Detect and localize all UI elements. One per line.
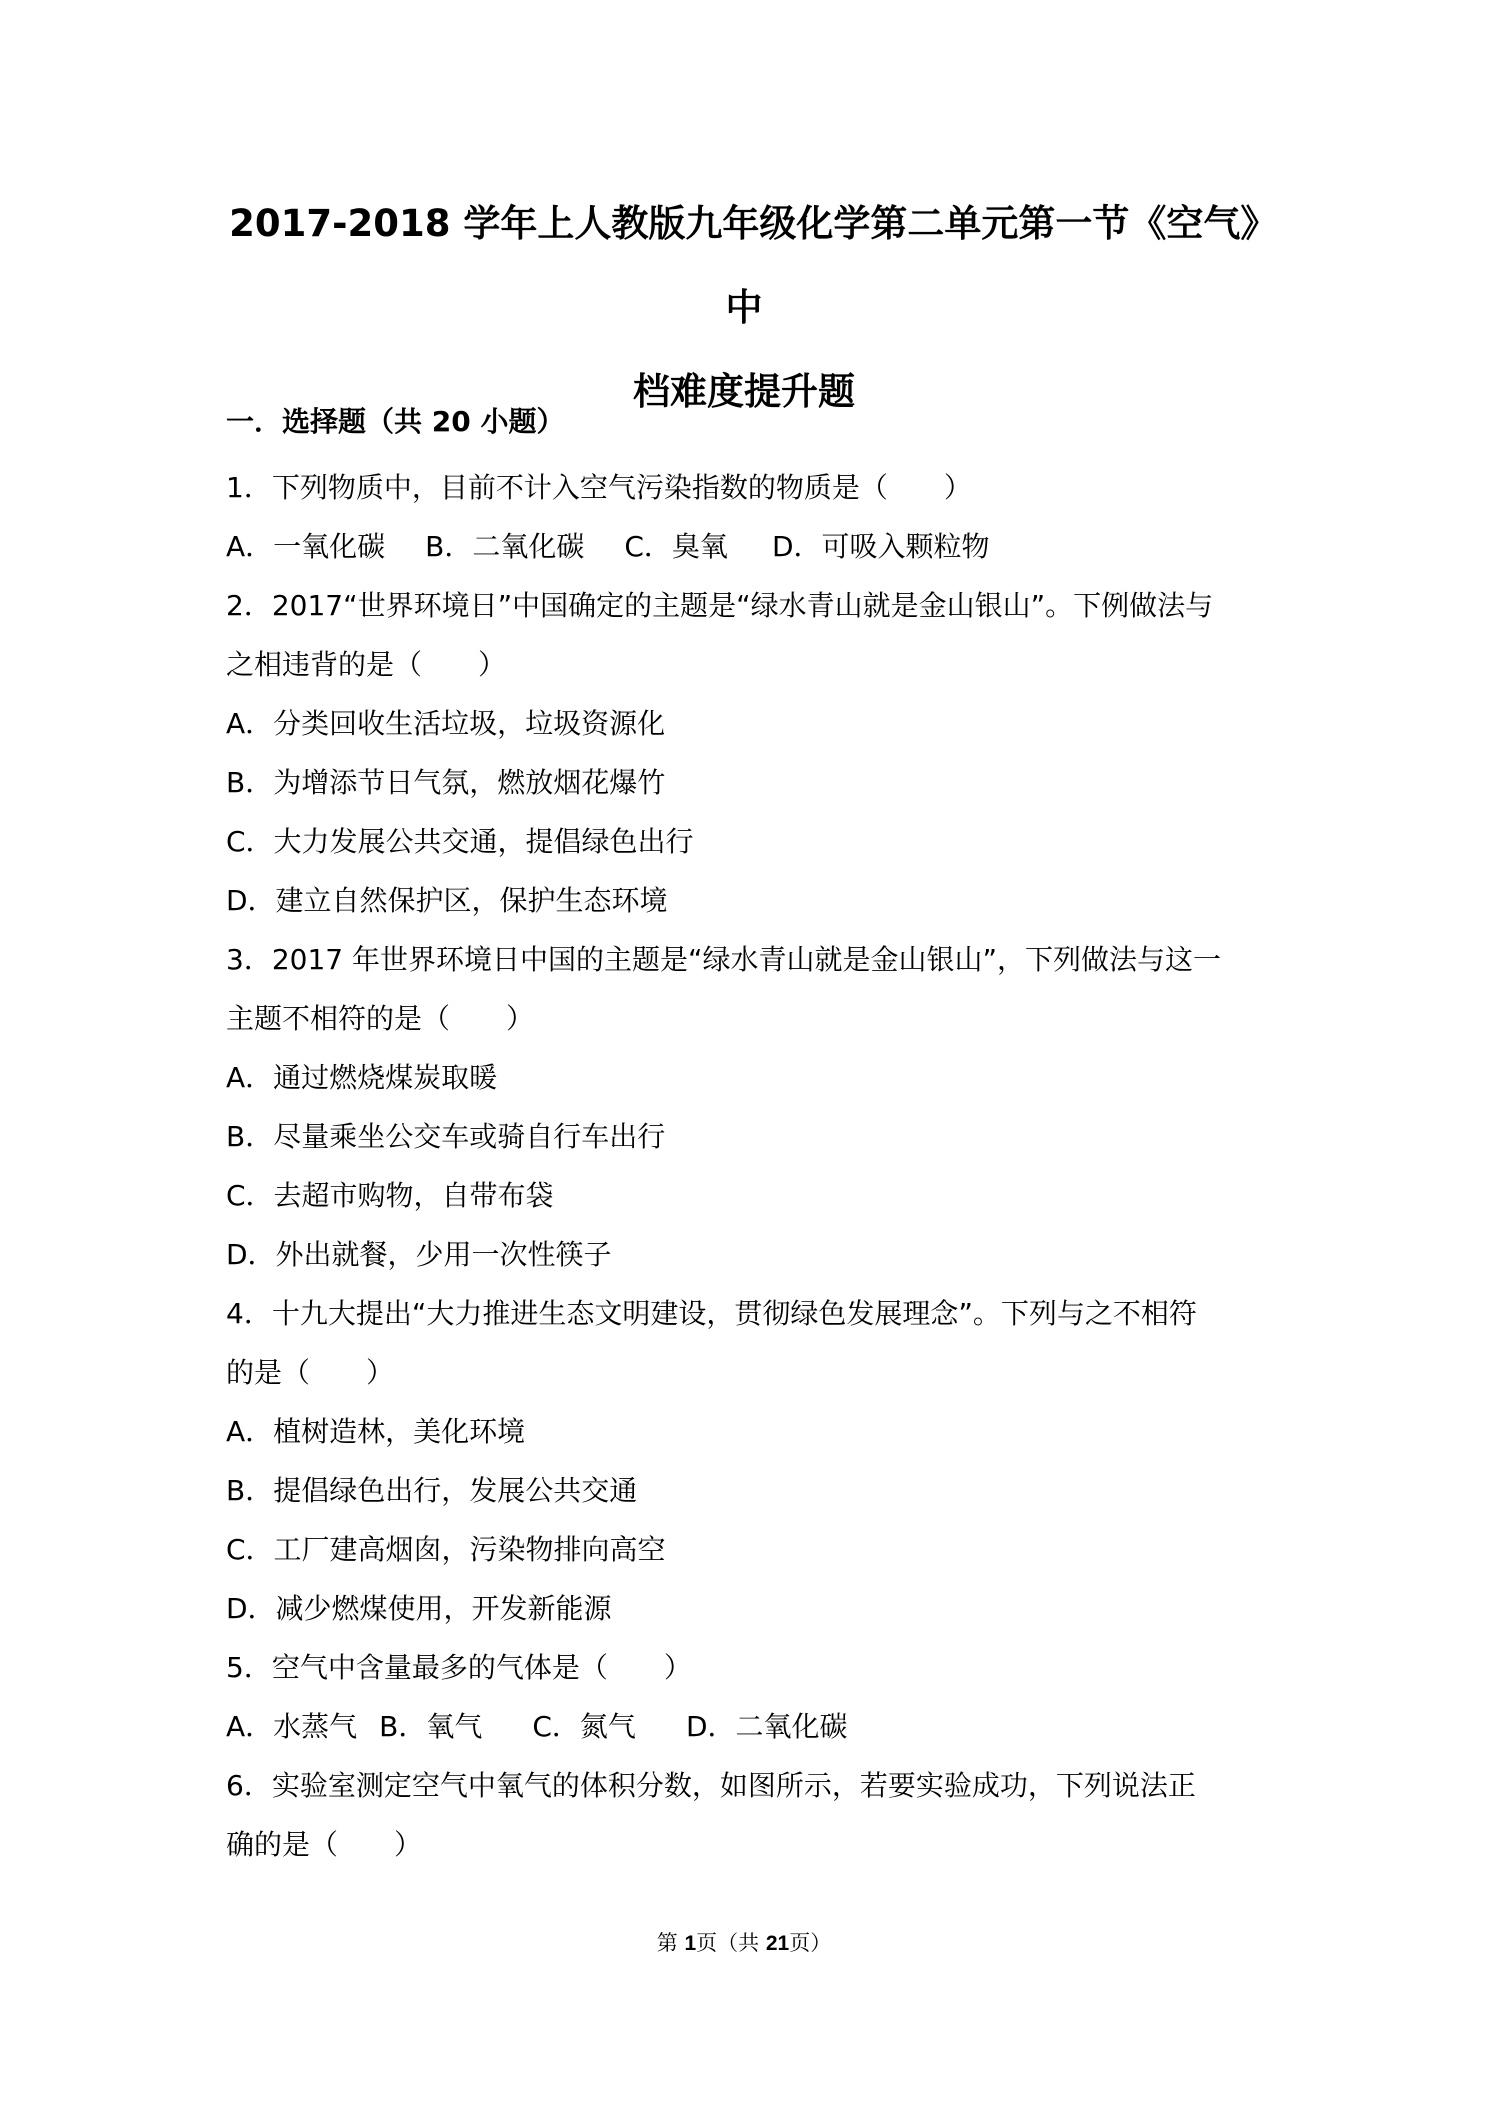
- section-heading: 一．选择题（共 20 小题）: [226, 405, 565, 438]
- question-4: [226, 1284, 1266, 1638]
- option-row: [226, 517, 1266, 576]
- option-d: D．建立自然保护区，保护生态环境: [226, 884, 668, 917]
- question-1: [226, 458, 1266, 576]
- question-stem-line-2: 的是（ ）: [226, 1356, 395, 1389]
- page-footer: [0, 1928, 1488, 1959]
- question-stem-line-1: 4．十九大提出“大力推进生态文明建设，贯彻绿色发展理念”。下列与之不相符: [226, 1297, 1197, 1330]
- question-stem: 1．下列物质中，目前不计入空气污染指数的物质是（ ）: [226, 471, 972, 504]
- option-b: B．氧气: [379, 1710, 483, 1743]
- question-stem: 5．空气中含量最多的气体是（ ）: [226, 1651, 692, 1684]
- footer-page-number: 1: [684, 1932, 697, 1955]
- question-stem-line-1: 3．2017 年世界环境日中国的主题是“绿水青山就是金山银山”，下列做法与这一: [226, 943, 1221, 976]
- option-c: C．去超市购物，自带布袋: [226, 1179, 554, 1212]
- option-a: A．植树造林，美化环境: [226, 1415, 526, 1448]
- option-c: C．臭氧: [624, 530, 728, 563]
- question-stem-line-2: 主题不相符的是（ ）: [226, 1002, 535, 1035]
- option-c: C．大力发展公共交通，提倡绿色出行: [226, 825, 694, 858]
- option-d: D．减少燃煤使用，开发新能源: [226, 1592, 612, 1625]
- question-list: [226, 458, 1266, 1874]
- question-2: [226, 576, 1266, 930]
- footer-suffix: 页）: [789, 1931, 832, 1955]
- question-6: [226, 1756, 1266, 1874]
- footer-total-pages: 21: [765, 1932, 790, 1955]
- title-line-2: 档难度提升题: [633, 370, 855, 413]
- question-5: [226, 1638, 1266, 1756]
- option-row: [226, 1697, 1266, 1756]
- option-a: A．通过燃烧煤炭取暖: [226, 1061, 498, 1094]
- option-b: B．提倡绿色出行，发展公共交通: [226, 1474, 638, 1507]
- option-b: B．尽量乘坐公交车或骑自行车出行: [226, 1120, 666, 1153]
- question-stem-line-1: 2．2017“世界环境日”中国确定的主题是“绿水青山就是金山银山”。下例做法与: [226, 589, 1214, 622]
- footer-prefix: 第: [656, 1931, 685, 1955]
- option-c: C．氮气: [532, 1710, 636, 1743]
- question-stem-line-1: 6．实验室测定空气中氧气的体积分数，如图所示，若要实验成功，下列说法正: [226, 1769, 1196, 1802]
- option-d: D．外出就餐，少用一次性筷子: [226, 1238, 612, 1271]
- option-d: D．二氧化碳: [685, 1710, 848, 1743]
- footer-mid: 页（共: [696, 1931, 766, 1955]
- option-b: B．为增添节日气氛，燃放烟花爆竹: [226, 766, 666, 799]
- option-d: D．可吸入颗粒物: [771, 530, 990, 563]
- option-a: A．水蒸气: [226, 1710, 358, 1743]
- question-stem-line-2: 之相违背的是（ ）: [226, 648, 507, 681]
- option-c: C．工厂建高烟囱，污染物排向高空: [226, 1533, 666, 1566]
- option-b: B．二氧化碳: [425, 530, 585, 563]
- question-3: [226, 930, 1266, 1284]
- question-stem-line-2: 确的是（ ）: [226, 1828, 423, 1861]
- page-title: [222, 182, 1266, 434]
- title-line-1: 2017-2018 学年上人教版九年级化学第二单元第一节《空气》中: [229, 202, 1259, 329]
- option-a: A．分类回收生活垃圾，垃圾资源化: [226, 707, 666, 740]
- option-a: A．一氧化碳: [226, 530, 386, 563]
